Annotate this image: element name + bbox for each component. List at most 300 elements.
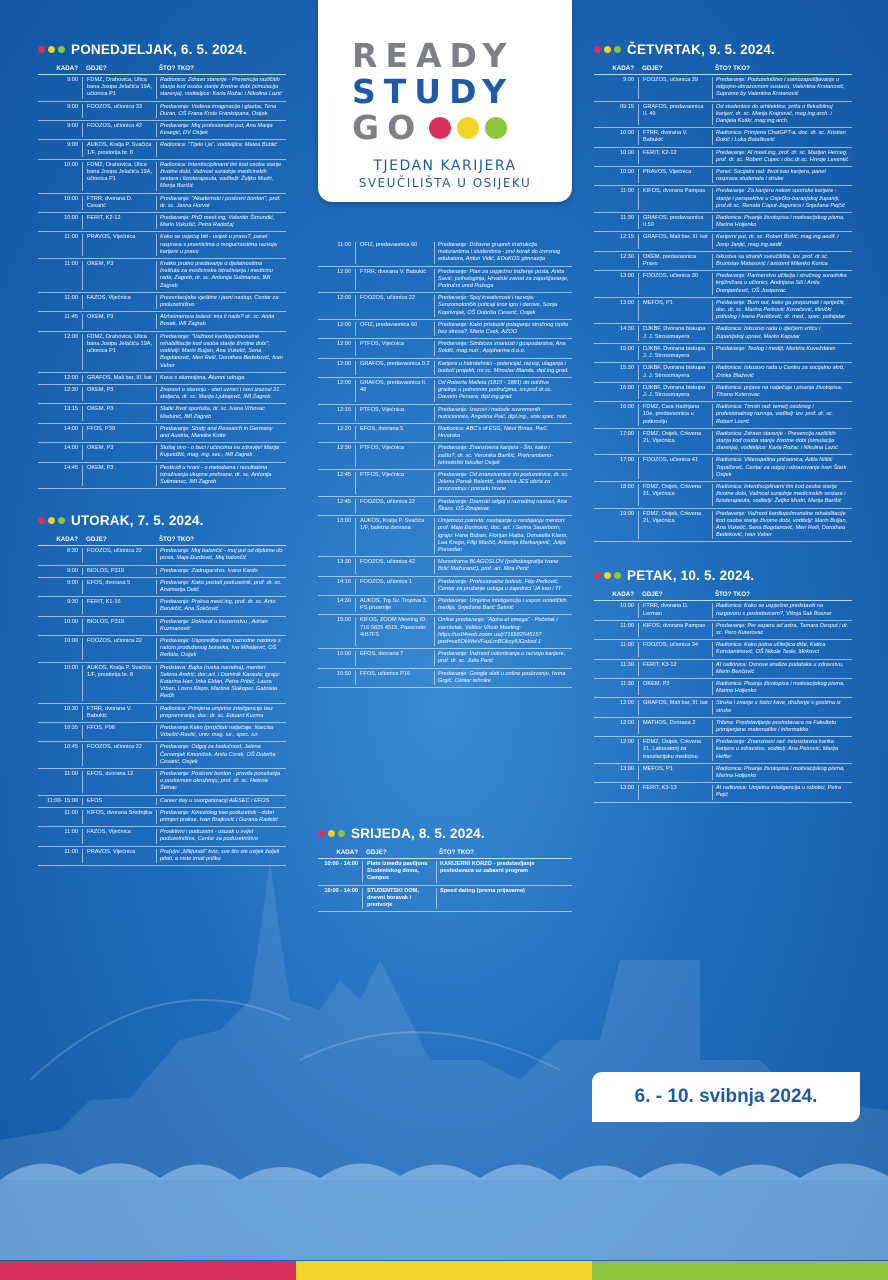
event-location: AUKOS, Kralja P. Svačića 1/F, baletna dvorana <box>355 518 434 554</box>
table-row <box>38 385 286 404</box>
event-location: FTRR, dvorana V. Babukić <box>355 269 434 291</box>
column-left <box>38 38 286 866</box>
logo-subtitle-1: TJEDAN KARIJERA <box>373 158 517 174</box>
event-description: Predavanje: Izazovi i metode suvremenih nutricionista, Angelina Paić, dipl.ing., univ.spec. nutr. <box>434 407 572 421</box>
event-description: Online predavanje: "Alpha et omega" - Početak i završetak, Velibor Vibob Meeting: https://us04web.zoom.us/j/71658254515?pwd=ce5OkWwVFaxLmBOkxyIUGnbxd.1 <box>434 617 572 646</box>
day-title: UTORAK, 7. 5. 2024. <box>71 512 204 528</box>
event-time: 9:00 <box>67 123 78 130</box>
table-header: KADA? GDJE? ŠTO? TKO? <box>318 847 572 859</box>
event-time: 9:00 <box>67 77 78 83</box>
event-time: 9:00 <box>67 142 78 149</box>
table-row <box>594 128 852 147</box>
event-description: Monodrama BLAGOSLOV (psihobiografija Ivane Brlić Mažuranić), prof. art. Mira Perić <box>434 559 572 573</box>
event-time: 10:45 <box>64 744 78 751</box>
table-row <box>318 405 572 424</box>
table-row <box>38 404 286 423</box>
table-row <box>38 578 286 597</box>
table-row <box>594 455 852 482</box>
event-location: FTRR, dvorana D. Cesarić <box>82 196 156 210</box>
table-row <box>594 383 852 402</box>
event-description: Radionica: Kako se uspješno predstaviti na razgovoru s poslodavcem?, Višnja Sak Bosnar <box>712 603 852 617</box>
event-time: 8:30 <box>67 548 78 555</box>
event-time: 12:00 <box>64 374 78 381</box>
event-time: 17:00 <box>620 457 634 464</box>
table-row <box>594 601 852 620</box>
event-time: 9:30 <box>67 599 78 606</box>
table-row <box>38 102 286 121</box>
event-time: 10:00 <box>64 215 78 222</box>
event-location: OKEM, P3 <box>82 387 156 401</box>
event-description: Predavanje: Dramski odgoj u razrednoj nastavi, Ana Škaro, OŠ Zmajevac <box>434 499 572 513</box>
table-row <box>38 597 286 616</box>
event-location: AUKOS, Trg Sv. Trojstva 3, PS prizemlje <box>355 598 434 612</box>
event-description: Predavanje: Od znanstvenice do poduzetnice, dr. sc. Jelena Panak Balentić, vlasnica JES obrta za proizvodnju i preradu hrane <box>434 472 572 494</box>
event-time: 13:15 <box>64 406 78 413</box>
table-row <box>38 808 286 827</box>
table-row <box>38 140 286 159</box>
event-time: 18:00 <box>620 483 634 490</box>
schedule-wednesday-extra <box>318 859 572 912</box>
event-time: 11:30 <box>620 215 634 222</box>
table-row <box>318 557 572 576</box>
event-location: FOOZOS, učionica 22 <box>355 499 434 513</box>
event-description: Predavanje: Plan za uspješno traženje posla, Anita Savić, psihologinja, Hrvatski zavod za zapošljavanje, Područni ured Požega <box>434 269 572 291</box>
event-description: Predavanje: Moj profesionalni put, Ana Marija Kesegić, DV Osijek <box>156 123 286 137</box>
event-location: PTFOS, Vijećnica <box>355 445 434 467</box>
table-row <box>318 596 572 615</box>
event-description: Od studentice do arhitektice, priča o fleksibilnoj karijeri, dr. sc. Marija Krajnović, mag.ing.arch. i Danijela Koški, mag.ing.arch. <box>712 104 852 126</box>
event-location: GRAFOS, predavaonica 0.2 <box>355 361 434 375</box>
event-description: Radionica: prijave na natječaje i pisanja životopisa, Tihana Kuterovac <box>712 385 852 399</box>
event-location: FOOZOS, učionica 22 <box>82 638 156 660</box>
event-time: 11:45 <box>64 314 78 321</box>
event-location: FOOZOS, učionica 1 <box>355 579 434 593</box>
table-row <box>594 783 852 802</box>
event-time: 10:00 <box>620 130 634 137</box>
event-time: 10:35 <box>64 725 78 731</box>
event-location: Plato između paviljona Studentskog doma, Campus <box>362 861 436 883</box>
event-time: 15:00 <box>337 651 351 658</box>
event-location: EFOS <box>82 798 156 805</box>
event-time: 15:50 <box>337 670 351 677</box>
event-location: PRAVOS, Vijećnica <box>82 234 156 256</box>
event-time: 11:30 <box>620 680 634 687</box>
event-location: AUKOS, Kralja P. Svačića 1/F, prostorija br. 8 <box>82 142 156 156</box>
table-row <box>38 213 286 232</box>
table-row <box>594 482 852 509</box>
table-row <box>318 267 572 294</box>
event-time: 13:00 <box>337 518 351 525</box>
event-location: FAZOS, Vijećnica <box>82 829 156 843</box>
event-location: AUKOS, Kralja P. Svačića 1/F, prostorija br. 8 <box>82 665 156 701</box>
event-description: Predavanje: Praksa meet.ing, prof. dr. sc. Anto Barukčić, Ana Šokčević <box>156 599 286 613</box>
event-time: 11:00 <box>64 829 78 836</box>
table-row <box>38 373 286 385</box>
event-location: MEFOS, P1 <box>638 766 712 780</box>
event-time: 14:30 <box>620 326 634 333</box>
event-description: Alzheimerova bolest: ima li nade? dr. sc. Anita Bosak, IMI Zagreb <box>156 314 286 328</box>
event-description: Prezentacijske vještine i javni nastup, Centar za poduzetništvo <box>156 295 286 309</box>
event-description: Radionica: Timski rad: temelj osobnog i profesionalnog razvoja, voditelj: izv. prof. dr. sc. Robert Lovrić <box>712 404 852 426</box>
event-time: 10:00 <box>64 664 78 671</box>
event-description: Predavanje: Google alati u online poslovanju, Ivona Grgić, Centar tehnike <box>434 671 572 685</box>
event-location: OKEM, P3 <box>82 314 156 328</box>
event-description: Tribina: Predstavljanje poslodavaca na Fakultetu primijenjene matematike i informatike <box>712 720 852 734</box>
logo-word-ready: READY <box>352 36 515 75</box>
event-location: DJKBF, Dvorana biskupa J. J. Strossmayera <box>638 365 712 379</box>
event-location: FTRR, dvorana V. Babukić <box>638 130 712 144</box>
event-description: Predavanje: Kako pristupiti polaganju stručnog ispita bez stresa?, Mario Cvek, AZOO <box>434 322 572 336</box>
table-row <box>318 443 572 470</box>
event-location: KIFOS, dvorana Pampas <box>638 623 712 637</box>
event-time: 10:00 - 14:00 <box>324 861 358 867</box>
event-location: GRAFOS, predavaonica II. 49 <box>638 104 712 126</box>
event-time: 12:00 <box>337 341 351 348</box>
schedule-monday <box>38 75 286 489</box>
event-location: FDMZ, Osijek, Crkvena 21, Vijećnica <box>638 484 712 506</box>
event-location: BIOLOS, P319 <box>82 619 156 633</box>
event-location: FFOS, učionica P16 <box>355 671 434 685</box>
table-row <box>318 320 572 339</box>
event-location: FERIT, K1-16 <box>82 599 156 613</box>
event-location: GRAFOS, predavaonica II. 48 <box>355 380 434 402</box>
event-time: 10:30 <box>64 705 78 712</box>
event-description: Radionica: Primjena ChatGPT-a, doc. dr. sc. Kristian Đokić i Luka Balašković <box>712 130 852 144</box>
table-row <box>594 75 852 102</box>
event-time: 12:00 <box>620 739 634 746</box>
event-location: FERIT, K3-13 <box>638 785 712 799</box>
column-right <box>594 38 852 803</box>
event-description: Predavanje: Profesionalne bolesti, Filip Petković, Centar za pružanje usluga u zajednici 'JA kao i TI' <box>434 579 572 593</box>
event-description: Predavanje:Kako (pro)čitati natječaje, Narcisa Vrbešić-Ravlić, univ. mag. iur., spec. iur. <box>156 725 286 739</box>
event-location: FOOZOS, učionica 39 <box>638 77 712 99</box>
event-location: FDMZ, Osijek, Crkvena 21, Vijećnica <box>638 511 712 540</box>
event-time: 12:00 <box>64 333 78 340</box>
event-time: 12:45 <box>337 498 351 505</box>
day-title: ČETVRTAK, 9. 5. 2024. <box>627 41 775 57</box>
event-description: Predavanje: Kako postati poduzetnik, prof. dr. sc. Anamarija Delić <box>156 580 286 594</box>
table-row <box>594 764 852 783</box>
event-time: 9:00 <box>67 103 78 110</box>
event-description: Radionica: Višeosjetilna pričaonica, Adila Nišlić Topalčević, Centar za odgoj i obrazovanje Ivan Štark Osijek <box>712 457 852 479</box>
table-row <box>38 443 286 462</box>
event-description: Radionica: Interdisciplinarni tim kod osoba starije životne dobi, Važnost suradnje medicinskih sestara i fizioterapeuta, voditelji: Željko Mudri, Marija Barišić <box>712 484 852 506</box>
table-row <box>38 160 286 194</box>
table-row <box>318 886 572 913</box>
event-description: Predavanje: Per aspera ad astra, Tamara Despot i dr. sc. Pero Kuterovac <box>712 623 852 637</box>
date-banner: 6. - 10. svibnja 2024. <box>592 1072 860 1122</box>
event-description: Radionica: "Tijelo i ja", voditeljica: Matea Bublić <box>156 142 286 156</box>
event-time: 19:00 <box>620 510 634 517</box>
table-row <box>594 509 852 543</box>
table-row <box>594 232 852 251</box>
event-location: FERIT, K3-12 <box>638 662 712 676</box>
day-header-tuesday <box>38 509 286 531</box>
day-header-monday <box>38 38 286 60</box>
event-description: Radionica: Zdravo starenje - Prevencija različitih stanja kod osoba starije životne dobi (simulacija starenja), voditeljice: Karla Rožac i Nikolina Lazić <box>712 431 852 453</box>
column-middle <box>318 240 572 688</box>
event-location: FOOZOS, učionica 22 <box>355 295 434 317</box>
table-row <box>38 617 286 636</box>
event-location: EFOS, dvorana 12 <box>82 771 156 793</box>
event-location: OKEM, P3 <box>82 445 156 459</box>
event-time: 12:30 <box>620 253 634 260</box>
event-description: Predavanje: Spoj kreativnosti i razvoja: Senzomotorički poticaji kroz igru i darove, Sonja Koprivnjak, OŠ Dobriša Cesarić, Osijek <box>434 295 572 317</box>
event-time: 11:00 <box>64 771 78 778</box>
event-location: PRAVOS, Vijećnica <box>82 849 156 863</box>
table-row <box>594 298 852 325</box>
event-description: Predavanje: Kineziolog kao poduzetnik - dobri primjeri prakse, Ivan Brajković i Gorana Radetić <box>156 810 286 824</box>
event-location: FOOZOS, učionica 34 <box>638 642 712 656</box>
event-location: KIFOS, dvorana Pampas <box>638 188 712 210</box>
event-location: GRAFOS, Mali bar, III. kat <box>638 700 712 714</box>
event-description: Pra(v)ni „Milijunaš" kviz, sve što ste uvijek željeli pitati, a niste imali priliku <box>156 849 286 863</box>
event-description: Predavanje: Državne grupnih instrukcija maturantima i studentima - prvi korak do izvrsnog edukatora, Antun Vidić, EDuKOS gimnazija <box>434 242 572 264</box>
event-location: EFOS, dvorana 5 <box>355 426 434 440</box>
event-location: EFOS, dvorana 7 <box>355 651 434 665</box>
event-location: GRAFOS, predavaonica II.50 <box>638 215 712 229</box>
ready-study-go-logo <box>318 0 572 202</box>
event-description: Panel: Socijalni rad: život kao karijera, panel rasprava studenata i struke <box>712 169 852 183</box>
event-description: Predavanje: "Važnost kardiopulmonalne rehabilitacije kod osoba starije životne dobi", voditelji: Marin Buljan, Ana Vukelić, Sena Bogdanović, Meri Reili, Dorothea Bedeković, Ivan Veber <box>156 334 286 370</box>
event-time: 16:00 <box>620 384 634 391</box>
event-description: Radionica: ABC's of ESG, Nikol Brnas, PwC Hrvatska <box>434 426 572 440</box>
event-location: FFOS, P39 <box>82 426 156 440</box>
color-dots <box>594 572 621 579</box>
event-description: Umjetnost pokreta: nastajanje u nestajanju mentori: prof. Maja Đurinović, doc. art. i Selma Sauerborn; igraju: Hana Boban, Florijan Hajba, Donatella Klarin, Lea Krego, Filip Marčić, Antonija Markanjević, Julija Prevedan <box>434 518 572 554</box>
event-description: Slatki život sportaša, dr. sc. Ivana Vrhovac Madunić, IMI Zagreb <box>156 406 286 420</box>
event-location: FDMZ, Osijek, Crkvena 21, Vijećnica <box>638 431 712 453</box>
event-time: 11:00- 15:00 <box>47 797 78 804</box>
table-row <box>38 75 286 102</box>
event-description: Predavanje: Poduzetništvo i samozapošljavanje u odgojno-obrazovnom sustavu, Valentina Krstanović, Supreme by Valentina Krstanović <box>712 77 852 99</box>
table-row <box>38 704 286 723</box>
table-row <box>318 240 572 267</box>
event-location: FOOZOS, učionica 33 <box>82 104 156 118</box>
event-time: 13:00 <box>620 273 634 280</box>
schedule-wednesday <box>318 240 572 688</box>
table-row <box>318 649 572 668</box>
event-time: 15:30 <box>620 365 634 372</box>
day-header-friday <box>594 564 852 586</box>
event-location: FDMZ, Cara Hadrijana 10e, predavaonica u potkrovlju <box>638 404 712 426</box>
logo-subtitle-2: SVEUČILIŠTA U OSIJEKU <box>358 176 532 190</box>
table-row <box>38 663 286 704</box>
event-time: 10:00 <box>64 637 78 644</box>
event-time: 11:00 <box>337 242 351 248</box>
event-location: DJKBF, Dvorana biskupa J. J. Strossmayera <box>638 385 712 399</box>
table-row <box>38 463 286 490</box>
event-time: 12:00 <box>337 268 351 275</box>
event-time: 09:15 <box>620 103 634 110</box>
event-location: KIFOS, ZOOM Meeting ID: 716 5825 4515, Passcode: 4rB7FS <box>355 617 434 646</box>
day-title: PONEDJELJAK, 6. 5. 2024. <box>71 41 247 57</box>
event-description: Predavanje: Umjetna inteligencija i uspon sintetičkih medija, Snježana Barić Šelmić <box>434 598 572 612</box>
event-description: AI radionica: Osnove analize podataka u zdravstvu, Marin Benčević <box>712 662 852 676</box>
event-description: Predavanje: AI meet.ing, prof. dr. sc. Marijan Herceg, prof. dr. sc. Robert Cupec i doc.dr.sc. Hrvoje Leventić <box>712 150 852 164</box>
event-location: FOOZOS, učionica 42 <box>82 123 156 137</box>
event-time: 9:00 <box>623 77 634 83</box>
event-location: OKEM, P3 <box>82 261 156 290</box>
event-description: Predavanje: Poslovni bonton - pravila ponašanja u poslovnom okruženju, prof. dr. sc. Helena Štimac <box>156 771 286 793</box>
event-description: Pesticidi u hrani - o metodama i rezultatima istraživanja ukupne prehrane, dr. sc. Antonija Sulimanec, IMI Zagreb <box>156 465 286 487</box>
table-row <box>318 339 572 358</box>
table-row <box>318 669 572 688</box>
event-location: FOOZOS, učionica 22 <box>82 548 156 562</box>
event-time: 16:00 <box>620 404 634 411</box>
table-row <box>38 723 286 742</box>
event-description: Kava s alumnijima, Alumni udruga <box>156 375 286 382</box>
event-location: BIOLOS, P319 <box>82 568 156 575</box>
event-description: Predstava: Bajka (ruska narodna), mentori: Selena Andrić, doc.art. i Dominik Karaula; igraju: Katarina Han, Inka Eldan, Petra Pribić, Laura Vrban, Lovro Klepo, Martina Slakoper, Gabriela Redži <box>156 665 286 701</box>
table-row <box>594 640 852 659</box>
event-time: 11:00 <box>64 234 78 241</box>
table-row <box>594 344 852 363</box>
day-header-thursday <box>594 38 852 60</box>
event-time: 10:00 - 14:00 <box>324 887 358 894</box>
table-header: KADA? GDJE? ŠTO? TKO? <box>38 63 286 75</box>
logo-go-row: GO <box>352 108 507 147</box>
event-location: STUDENTSKI DOM, dnevni boravak i predvorje <box>362 888 436 910</box>
event-description: Predavanje: Teolog i mediji, Martina Kuveždanin <box>712 346 852 360</box>
event-description: Kratko promo predavanje o djelatnostima Instituta za medicinska istraživanja i medicinu rada, Zagreb, dr. sc. Antonija Sulimanec, IMI Zagreb <box>156 261 286 290</box>
event-time: 13:00 <box>620 765 634 772</box>
event-location: OKEM, P3 <box>82 406 156 420</box>
event-description: Proaktivni i poduzetni - ulazak u svijet poduzetništva, Centar za poduzetništvo <box>156 829 286 843</box>
event-location: FOOZOS, učionica 42 <box>355 559 434 573</box>
event-description: Radionica: Pisanje životopisa i motivacijskog pisma, Marina Holjenko <box>712 681 852 695</box>
event-description: Predavanje: Zadrugarstvo, Ivana Kardo <box>156 568 286 575</box>
event-time: 12:00 <box>620 700 634 707</box>
table-row <box>38 121 286 140</box>
event-location: MEFOS, P1 <box>638 300 712 322</box>
table-row <box>594 186 852 213</box>
event-description: Karijerni put, dr. sc. Robert Bušić, mag.ing.aedif. i Josip Janjić, mag.ing.aedif. <box>712 234 852 248</box>
event-description: Predavanje: Znanstvena karijera - Što, kako i zašto?, dr. sc. Veronika Barišić, Prehrambeno-tehnološki fakultet Osijek <box>434 445 572 467</box>
event-time: 12:00 <box>337 295 351 302</box>
event-location: FTRR, dvorana V. Babukić <box>82 706 156 720</box>
event-time: 14:00 <box>64 425 78 432</box>
event-time: 11:00 <box>64 294 78 301</box>
event-location: OKEM, P3 <box>82 465 156 487</box>
day-title: SRIJEDA, 8. 5. 2024. <box>351 825 485 841</box>
event-time: 13:00 <box>620 299 634 306</box>
event-location: GRAFOS, Mali bar, III. kat <box>82 375 156 382</box>
event-time: 12:00 <box>337 321 351 328</box>
event-description: Predavanje: Usporedba rada razredne nastave s radom produženog boravka, Iva Mihaljević, OŠ Retfala, Osijek <box>156 638 286 660</box>
event-time: 14:30 <box>337 597 351 604</box>
event-time: 10:00 <box>64 161 78 168</box>
event-time: 11:00 <box>64 809 78 816</box>
event-time: 12:15 <box>337 406 351 413</box>
table-row <box>38 847 286 866</box>
event-description: Karijera u hidrotehnici - potencijal, razvoj, ulaganja i budući projekti, mr.sc. Miroslav Blanda, dipl.ing.grad. <box>434 361 572 375</box>
event-time: 13:30 <box>337 559 351 566</box>
event-description: Slušaj ovo - o buci i učincima na zdravlje! Marija Kujundžić, mag. ing. sec., IMI Zagreb <box>156 445 286 459</box>
table-row <box>594 621 852 640</box>
table-row <box>594 737 852 764</box>
event-location: FDMZ, Orahovica, Ulica bana Josipa Jelačića 19A, učionica P1 <box>82 77 156 99</box>
event-time: 14:15 <box>337 578 351 585</box>
table-row <box>38 566 286 578</box>
event-time: 9:00 <box>67 567 78 574</box>
table-row <box>38 293 286 312</box>
event-description: Predavanje: Važnost volontiranja u razvoju karijere, prof. dr. sc. Julia Perić <box>434 651 572 665</box>
table-row <box>594 252 852 271</box>
color-dots <box>318 830 345 837</box>
event-location: OKEM, P3 <box>638 681 712 695</box>
table-row <box>594 698 852 717</box>
color-dots <box>38 46 65 53</box>
event-description: Predavanje: "Akademski i poslovni bonton", prof. dr. sc. Jasna Horvat <box>156 196 286 210</box>
event-description: Radionica: Primjena umjetne inteligencije bez programiranja, doc. dr. sc. Eduard Kuzma <box>156 706 286 720</box>
event-location: PTFOS, Vijećnica <box>355 407 434 421</box>
table-row <box>594 102 852 129</box>
event-time: 12:45 <box>337 472 351 479</box>
event-location: DJKBF, Dvorana biskupa J. J. Strossmayera <box>638 346 712 360</box>
table-row <box>318 293 572 320</box>
event-time: 12:30 <box>337 445 351 452</box>
event-description: Speed dating (prema prijavama) <box>436 888 572 910</box>
table-row <box>594 324 852 343</box>
event-description: Predavanje: Važnost kardiopulmonalne rehabilitacije kod osoba starije životne dobi, voditelji: Marin Buljan, Ana Vukelić, Sena Bogdanović, Meri Reili, Dorothea Bedeković, Ivan Veber <box>712 511 852 540</box>
event-time: 12:15 <box>620 234 634 241</box>
event-location: FDMZ, Osijek, Crkvena 21, Laboratorij za translacijsku medicinu <box>638 739 712 761</box>
event-location: PRAVOS, Vijećnica <box>638 169 712 183</box>
event-location: DJKBF, Dvorana biskupa J. J. Strossmayera <box>638 326 712 340</box>
event-time: 10:00 <box>620 603 634 610</box>
event-description: Radionica: Iskustvo rada u djećjem vrtiću i županijskoj upravi, Marko Kapular <box>712 326 852 340</box>
event-time: 11:30 <box>620 661 634 668</box>
event-time: 10:00 <box>620 149 634 156</box>
event-time: 11:00 <box>64 261 78 268</box>
event-description: Predavanje: Burn out, kako ga prepoznati i spriječiti, doc. dr. sc. Marina Perković Kovačević, klinički psiholog i Ivana Pavličević, dr. med., spec. psihijatar <box>712 300 852 322</box>
table-row <box>38 424 286 443</box>
event-description: Career day u suorganizaciji AIESEC i EFOS <box>156 798 286 805</box>
table-header: KADA? GDJE? ŠTO? TKO? <box>594 63 852 75</box>
event-time: 12:30 <box>64 386 78 393</box>
event-time: 11:00 <box>64 848 78 855</box>
event-time: 14:45 <box>64 464 78 471</box>
table-row <box>594 213 852 232</box>
event-time: 11:00 <box>620 622 634 629</box>
event-time: 12:00 <box>337 360 351 367</box>
table-row <box>38 827 286 846</box>
event-location: MATHOS, Dvorana 2 <box>638 720 712 734</box>
event-time: 10:00 <box>620 169 634 176</box>
event-location: KIFOS, dvorana Srednjika <box>82 810 156 824</box>
table-row <box>38 796 286 808</box>
table-row <box>38 194 286 213</box>
event-time: 13:00 <box>620 785 634 792</box>
event-description: Radionica: Kako jedna učiteljica diše, Katica Konstantinović, OŠ Nikole Tesle, Mirkovci <box>712 642 852 656</box>
event-description: AI radionica: Umjetna inteligencija u robotici, Petra Pejić <box>712 785 852 799</box>
table-row <box>38 742 286 769</box>
table-row <box>318 516 572 557</box>
event-time: 17:00 <box>620 430 634 437</box>
event-location: FOOZOS, učionica 41 <box>638 457 712 479</box>
event-location: FOOZOS, učionica 30 <box>638 273 712 295</box>
event-time: 12:00 <box>620 719 634 726</box>
event-description: Od Roberta Malleta (1810 - 1881) do održive gradnje u potresnim područjima, izv.prof.dr.sc. Davorin Penava, dipl.ing.grad. <box>434 380 572 402</box>
wednesday-block <box>318 822 572 912</box>
color-stripes <box>0 1261 888 1280</box>
event-description: Radionica: Interdisciplinarni tim kod osoba starije životne dobi, Važnost suradnje medicinskih sestara i fizioterapeuta, voditelji: Željko Mudri, Marija Barišić <box>156 162 286 191</box>
event-description: KARIJERNI KORZO - predstavljanje poslodavaca uz zabavni program <box>436 861 572 883</box>
table-row <box>318 424 572 443</box>
event-description: Znanost o starenju - stari uzroci i novi izazovi 21. stoljeća, dr. sc. Marija Ljubojević, IMI Zagreb <box>156 387 286 401</box>
event-location: PTFOS, Vijećnica <box>355 341 434 355</box>
